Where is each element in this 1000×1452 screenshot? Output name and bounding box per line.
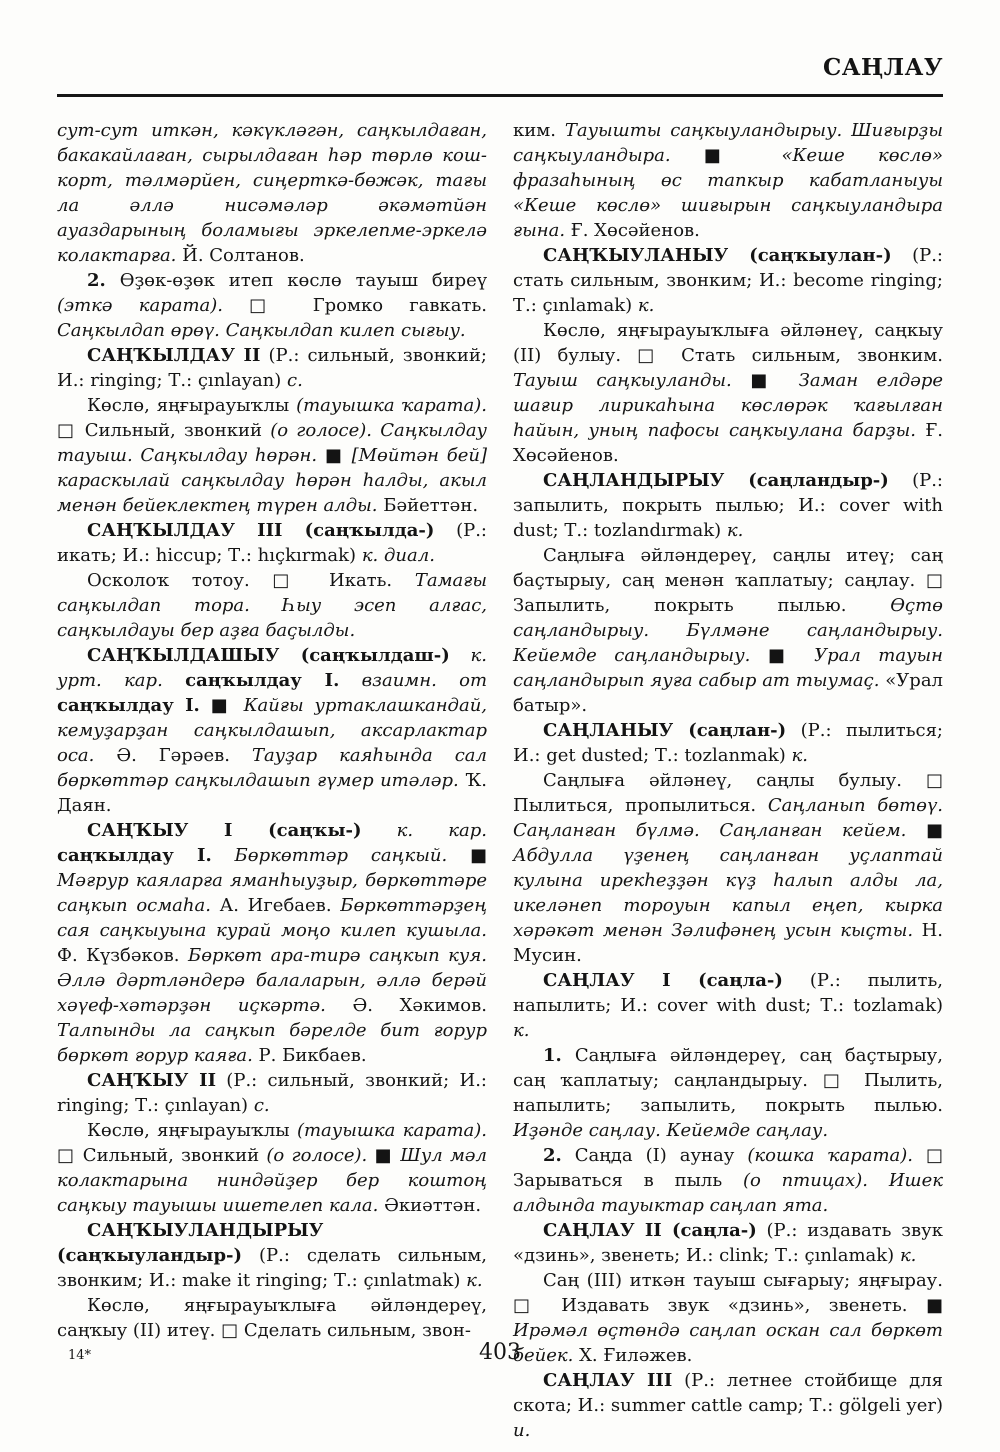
text-run: Ф. Күзбәков. xyxy=(57,945,188,966)
text-run: Ғ. Хөсәйенов. xyxy=(513,420,943,466)
text-run: Саңкылдап өрөү. Саңкылдап килеп сығыу. xyxy=(57,320,466,341)
dictionary-paragraph xyxy=(57,1068,487,1118)
text-run: Осколоҡ тотоу. □ Икать. xyxy=(87,570,415,591)
dictionary-paragraph xyxy=(57,518,487,568)
text-run: 2. xyxy=(543,1145,562,1166)
text-run: 1. xyxy=(543,1045,562,1066)
text-run: ■ xyxy=(447,845,487,866)
text-run: (Р.: летнее стойбище для скота; И.: summer cattle camp; Т.: gölgeli yer) xyxy=(513,1370,943,1416)
left-column xyxy=(57,118,487,1443)
dictionary-paragraph xyxy=(513,768,943,968)
text-run: ■ xyxy=(906,820,943,841)
dictionary-paragraph xyxy=(57,343,487,393)
text-run: саңҡылдау I. xyxy=(185,670,340,691)
text-run: «Кеше көслө» фразаһының өс тапкыр кабатланыуы «Кеше көслө» шиғырын саңкыуландыра ғына. xyxy=(513,145,944,241)
dictionary-paragraph xyxy=(513,1043,943,1143)
text-run: Бөркөттәрҙең сая саңкыуына курай моңо килеп кушыла. xyxy=(57,895,488,941)
text-run: Өҙөк-өҙөк итеп көслө тауыш биреү xyxy=(105,270,487,291)
text-run: □ Громко гавкать. xyxy=(223,295,487,316)
text-run: (Р.: запылить, покрыть пылью; И.: cover with dust; Т.: tozlandırmak) xyxy=(513,470,943,541)
text-run: Урал тауын саңландырып яуға сабыр ат тыумаҫ. xyxy=(513,645,944,691)
text-run: (Р.: сделать сильным, звонким; И.: make it ringing; Т.: çınlatmak) xyxy=(57,1245,487,1291)
text-run: САҢЛАНЫУ (саңлан-) xyxy=(543,720,787,741)
text-run: [Мөйтән бей] караскылай саңкылдау һөрән һалды, акыл менән бейеклектең түрен алды. xyxy=(57,445,488,516)
dictionary-paragraph xyxy=(513,468,943,543)
text-run: саңҡылдау I. xyxy=(57,845,212,866)
text-run: Көслө, яңғырауыҡлыға әйләнеү, саңкыу (II) булыу. □ Стать сильным, звонким. xyxy=(513,320,943,366)
dictionary-paragraph xyxy=(57,818,487,1068)
dictionary-paragraph xyxy=(513,1143,943,1218)
dictionary-paragraph xyxy=(57,643,487,818)
text-run: ■ xyxy=(317,445,352,466)
text-run: к. xyxy=(791,745,808,766)
text-run: Шул мәл колактарына ниндәйҙер бер коштоң саңкыу тауышы ишетелеп кала. xyxy=(57,1145,488,1216)
dictionary-paragraph xyxy=(57,568,487,643)
text-run: (Р.: стать сильным, звонким; И.: become ringing; Т.: çınlamak) xyxy=(513,245,943,316)
text-run: Өҫтө саңландырыу. Бүлмәне саңландырыу. Кейемде саңландырыу. xyxy=(513,595,943,666)
text-run: Абдулла үҙенең саңланған уҫлаптай кулына ирекһеҙҙән күҙ һалып алды ла, икеләнеп тороуын капыл еңеп, кырка хәрәкәт менән Зәлифәнең усын кыҫты. xyxy=(513,845,943,941)
dictionary-paragraph xyxy=(57,268,487,343)
text-run: и. xyxy=(513,1420,531,1441)
text-run: ким. xyxy=(513,120,565,141)
dictionary-paragraph xyxy=(57,1218,487,1293)
text-run: к. кар. xyxy=(361,820,487,841)
text-run: к. xyxy=(637,295,655,316)
text-run: Саңланып бөтөү. Саңланған бүлмә. Саңланған кейем. xyxy=(513,795,944,841)
text-run: к. xyxy=(899,1245,917,1266)
text-run: (тауышка карата). xyxy=(296,1120,487,1141)
text-run: Саңда (I) аунау xyxy=(561,1145,748,1166)
text-run: Тауышты саңкыуландырыу. Шиғырҙы саңкыуландыра. xyxy=(513,120,943,166)
text-run: Көслө, яңғырауыҡлыға әйләндереү, саңҡыу (II) итеү. □ Сделать сильным, звон- xyxy=(57,1295,487,1341)
text-run: Бөркөт ара-тирә саңкып куя. Әллә дәртләндерә балаларын, әллә берәй хәүеф-хәтәрҙән иҫкәртә. xyxy=(57,945,487,1016)
text-run: САҢЛАУ II (саңла-) xyxy=(543,1220,757,1241)
dictionary-paragraph xyxy=(57,1118,487,1218)
header-rule xyxy=(57,94,943,97)
text-run: Заман елдәре шағир лирикаһына көслөрәк ҡағылған һайын, уның пафосы саңкыулана барҙы. xyxy=(513,370,944,441)
text-run: САҢҠЫУ II xyxy=(87,1070,217,1091)
text-run: к. xyxy=(513,1020,530,1041)
text-run: 2. xyxy=(87,270,106,291)
text-run: Й. Солтанов. xyxy=(176,245,305,266)
text-run: □ Зарываться в пыль xyxy=(513,1145,944,1191)
text-run: (Р.: издавать звук «дзинь», звенеть; И.: clink; Т.: çınlamak) xyxy=(513,1220,943,1266)
dictionary-paragraph xyxy=(513,318,943,468)
text-run: (о голосе). xyxy=(266,1145,368,1166)
text-run: Саңлыға әйләндереү, саң баҫтырыу, саң ҡаплатыу; саңландырыу. □ Пылить, напылить; запылить, покрыть пылью. xyxy=(513,1045,943,1116)
text-run: ■ xyxy=(367,1145,401,1166)
dictionary-paragraph xyxy=(513,243,943,318)
text-run: (о птицах). Ишек алдында тауыктар саңлап ята. xyxy=(513,1170,943,1216)
text-run: Ғ. Хөсәйенов. xyxy=(565,220,700,241)
text-run: САҢҠЫУЛАНЫУ (саңҡыулан-) xyxy=(543,245,892,266)
text-run: Талпынды ла саңкып бәрелде бит ғорур бөркөт ғорур каяға. xyxy=(57,1020,487,1066)
text-run: Тамағы саңкылдап тора. Һыу эсеп алғас, саңкылдауы бер аҙға баҫылды. xyxy=(57,570,487,641)
text-run: Иҙәнде саңлау. Кейемде саңлау. xyxy=(513,1120,829,1141)
text-run: (эткә карата). xyxy=(57,295,223,316)
text-run: (Р.: пылить, напылить; И.: cover with dust; Т.: tozlamak) xyxy=(513,970,943,1016)
page-number: 403 xyxy=(479,1340,521,1365)
running-head: САҢЛАУ xyxy=(823,54,943,81)
dictionary-paragraph xyxy=(513,1218,943,1268)
text-run: (Р.: пылиться; И.: get dusted; Т.: tozlanmak) xyxy=(513,720,943,766)
text-run: САҢЛАНДЫРЫУ (саңландыр-) xyxy=(543,470,889,491)
text-run: Бөркөттәр саңкый. xyxy=(211,845,448,866)
text-run: САҢҠЫЛДАУ II xyxy=(87,345,261,366)
text-run: САҢҠЫУЛАНДЫРЫУ (саңҡыуландыр-) xyxy=(57,1220,324,1266)
text-run: Саң (III) иткән тауыш сығарыу; яңғырау. □ Издавать звук «дзинь», звенеть. ■ xyxy=(513,1270,943,1316)
text-run: САҢЛАУ III xyxy=(543,1370,673,1391)
text-run: Ирәмәл өҫтөндә саңлап оскан сал бөркөт бейек. xyxy=(513,1320,943,1366)
text-run: Н. Мусин. xyxy=(513,920,944,966)
text-run: Көслө, яңғырауыҡлы xyxy=(87,1120,297,1141)
text-run: к. xyxy=(726,520,744,541)
text-run: □ Сильный, звонкий xyxy=(57,1145,267,1166)
text-run: к. урт. кар. xyxy=(57,645,487,691)
text-run: Тауҙар каяһында сал бөркөттәр саңкылдашып ғүмер итәләр. xyxy=(57,745,487,791)
text-run: САҢҠЫЛДАШЫУ (саңҡылдаш-) xyxy=(87,645,450,666)
text-run: (Р.: икать; И.: hiccup; Т.: hıçkırmak) xyxy=(57,520,487,566)
text-run: (Р.: сильный, звонкий; И.: ringing; Т.: çınlayan) xyxy=(57,345,487,391)
signature-mark: 14* xyxy=(68,1348,92,1363)
text-run: Тауыш саңкыуланды. xyxy=(513,370,732,391)
text-run: Ҡ. Даян. xyxy=(57,770,487,816)
dictionary-paragraph xyxy=(57,1293,487,1343)
text-run: А. Игебаев. xyxy=(210,895,341,916)
text-run: к. диал. xyxy=(361,545,435,566)
text-run: САҢҠЫУ I (саңҡы-) xyxy=(87,820,362,841)
text-run: Көслө, яңғырауыҡлы xyxy=(87,395,297,416)
text-run: (тауышка ҡарата). xyxy=(296,395,488,416)
dictionary-paragraph xyxy=(513,1368,943,1443)
text-run: Р. Бикбаев. xyxy=(252,1045,367,1066)
text-run: с. xyxy=(287,370,303,391)
dictionary-paragraph xyxy=(513,118,943,243)
text-run: ■ xyxy=(670,145,782,166)
text-run: Ә. Хәкимов. xyxy=(325,995,487,1016)
text-run: сут-сут иткән, кәкүкләгән, саңкылдаған, бакакайлаған, сырылдаған һәр төрлө кош-корт, тәлмәрйен, сиңерткә-бөжәк, тағы ла әллә нисәмәләр әкәмәтйән ауаздарының боламығы эркелепме-эркелә колактарға. xyxy=(57,120,487,266)
text-run: к. xyxy=(466,1270,483,1291)
text-run: Бәйеттән. xyxy=(377,495,479,516)
text-run: (Р.: сильный, звонкий; И.: ringing; Т.: çınlayan) xyxy=(57,1070,487,1116)
text-run: Әкиәттән. xyxy=(378,1195,482,1216)
text-run: с. xyxy=(253,1095,270,1116)
dictionary-paragraph xyxy=(57,118,487,268)
text-run: «Урал батыр». xyxy=(513,670,943,716)
text-run: (кошка ҡарата). xyxy=(747,1145,914,1166)
text-run: ■ xyxy=(750,645,815,666)
text-run: Саңлыға әйләндереү, саңлы итеү; саң баҫтырыу, саң менән ҡаплатыу; саңлау. □ Запылить, покрыть пылью. xyxy=(513,545,943,616)
text-run: Саңлыға әйләнеү, саңлы булыу. □ Пылиться, пропылиться. xyxy=(513,770,943,816)
text-run: □ Сильный, звонкий xyxy=(57,420,271,441)
text-run: ■ xyxy=(199,695,244,716)
text-run: саңҡылдау I. xyxy=(57,695,200,716)
text-run: Ә. Гәрәев. xyxy=(94,745,252,766)
text-run: (о голосе). Саңкылдау тауыш. Саңкылдау һөрән. xyxy=(57,420,487,466)
text-run: Х. Ғиләжев. xyxy=(573,1345,693,1366)
dictionary-paragraph xyxy=(513,543,943,718)
text-run: Кайғы уртаклашкандай, кемуҙарҙан саңкылдашып, аксарлактар оса. xyxy=(57,695,488,766)
text-run: Мәғрур каяларға яманһыуҙыр, бөркөттәре саңкып осмаһа. xyxy=(57,870,487,916)
right-column xyxy=(513,118,943,1443)
text-block xyxy=(57,118,943,1443)
text-run: ■ xyxy=(731,370,799,391)
dictionary-paragraph xyxy=(57,393,487,518)
text-run: взаимн. от xyxy=(339,670,488,691)
dictionary-paragraph xyxy=(513,718,943,768)
dictionary-paragraph xyxy=(513,968,943,1043)
text-run: САҢҠЫЛДАУ III (саңҡылда-) xyxy=(87,520,435,541)
text-run: САҢЛАУ I (саңла-) xyxy=(543,970,783,991)
